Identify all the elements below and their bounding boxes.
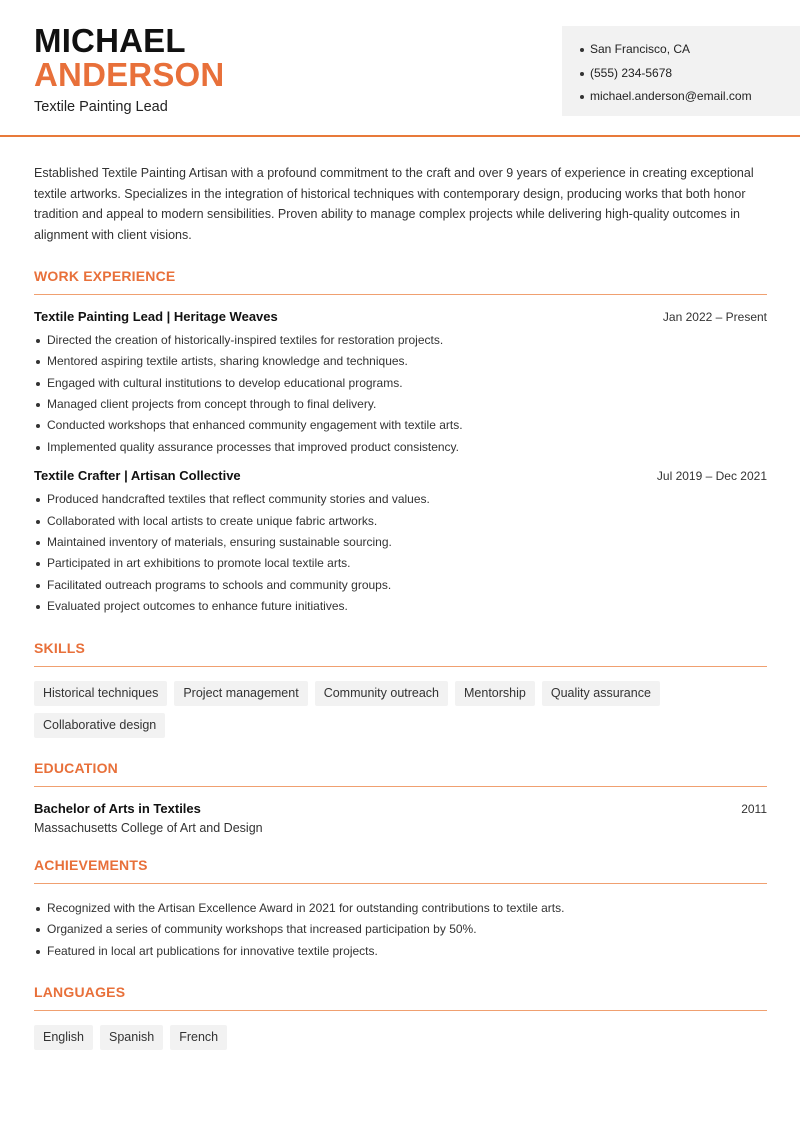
contact-box [562, 26, 800, 116]
skill-tag: Collaborative design [34, 713, 165, 738]
candidate-title: Textile Painting Lead [34, 99, 168, 115]
list-item: Participated in art exhibitions to promote local textile arts. [34, 553, 767, 574]
skills-section [34, 640, 767, 738]
list-item: Featured in local art publications for innovative textile projects. [34, 941, 767, 962]
job-header [34, 309, 767, 324]
list-item: Implemented quality assurance processes that improved product consistency. [34, 437, 767, 458]
candidate-name [34, 24, 224, 92]
list-item: Engaged with cultural institutions to develop educational programs. [34, 373, 767, 394]
job-role: Textile Painting Lead | Heritage Weaves [34, 308, 278, 324]
work-experience-section [34, 268, 767, 618]
list-item: Evaluated project outcomes to enhance future initiatives. [34, 596, 767, 617]
resume-content [34, 163, 767, 1072]
job-entry [34, 468, 767, 617]
section-title-education: EDUCATION [34, 760, 767, 787]
contact-location: San Francisco, CA [580, 38, 800, 62]
job-header [34, 468, 767, 483]
summary-paragraph: Established Textile Painting Artisan with a profound commitment to the craft and over 9 years of experience in creating exceptional textile artworks. Specializes in the integration of historical techniques with contemporary design, producing works that both honor tradition and appeal to modern sensibilities. Proven ability to manage complex projects while delivering high-quality outcomes in alignment with client visions. [34, 166, 754, 243]
section-title-skills: SKILLS [34, 640, 767, 667]
language-tag: English [34, 1025, 93, 1050]
list-item: Facilitated outreach programs to schools and community groups. [34, 575, 767, 596]
contact-phone: (555) 234-5678 [580, 62, 800, 86]
language-tag: French [170, 1025, 227, 1050]
list-item: Collaborated with local artists to create unique fabric artworks. [34, 511, 767, 532]
skill-tag: Project management [174, 681, 307, 706]
first-name: MICHAEL [34, 22, 186, 59]
job-role: Textile Crafter | Artisan Collective [34, 468, 241, 484]
list-item: Managed client projects from concept through to final delivery. [34, 394, 767, 415]
resume-header [0, 0, 800, 137]
last-name: ANDERSON [34, 56, 225, 93]
languages-tags [34, 1025, 767, 1050]
skill-tag: Quality assurance [542, 681, 660, 706]
skills-tags [34, 681, 767, 738]
job-date: Jul 2019 – Dec 2021 [656, 469, 767, 484]
job-bullets [34, 330, 767, 458]
education-school: Massachusetts College of Art and Design [34, 820, 263, 835]
list-item: Recognized with the Artisan Excellence Award in 2021 for outstanding contributions to textile arts. [34, 898, 767, 919]
skill-tag: Community outreach [315, 681, 448, 706]
section-title-languages: LANGUAGES [34, 984, 767, 1011]
section-title-achievements: ACHIEVEMENTS [34, 857, 767, 884]
list-item: Organized a series of community workshops that increased participation by 50%. [34, 919, 767, 940]
section-title-work: WORK EXPERIENCE [34, 268, 767, 295]
list-item: Conducted workshops that enhanced community engagement with textile arts. [34, 415, 767, 436]
education-header [34, 801, 767, 816]
skill-tag: Historical techniques [34, 681, 167, 706]
list-item: Mentored aspiring textile artists, sharing knowledge and techniques. [34, 351, 767, 372]
contact-email: michael.anderson@email.com [580, 85, 800, 109]
education-degree: Bachelor of Arts in Textiles [34, 800, 201, 816]
job-bullets [34, 489, 767, 617]
language-tag: Spanish [100, 1025, 163, 1050]
languages-section [34, 984, 767, 1050]
achievements-section [34, 857, 767, 962]
list-item: Maintained inventory of materials, ensuring sustainable sourcing. [34, 532, 767, 553]
achievements-list [34, 898, 767, 962]
education-year: 2011 [741, 801, 767, 816]
skill-tag: Mentorship [455, 681, 535, 706]
job-entry [34, 309, 767, 458]
list-item: Directed the creation of historically-inspired textiles for restoration projects. [34, 330, 767, 351]
list-item: Produced handcrafted textiles that reflect community stories and values. [34, 489, 767, 510]
education-section [34, 760, 767, 835]
job-date: Jan 2022 – Present [662, 309, 767, 324]
contact-list [580, 38, 800, 109]
